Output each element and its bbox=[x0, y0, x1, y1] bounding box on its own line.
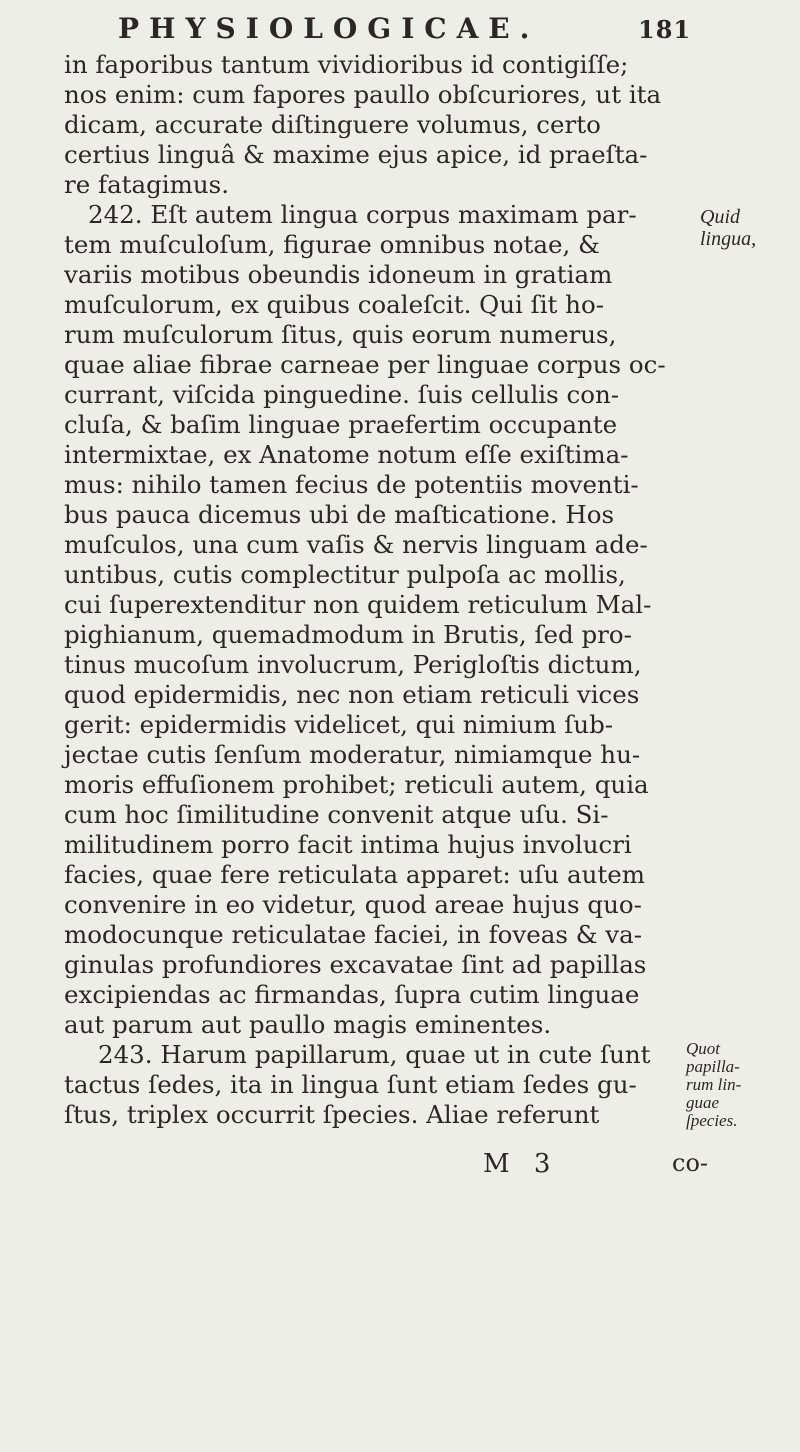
margin-note-line: ſpecies. bbox=[686, 1111, 738, 1130]
margin-note bbox=[700, 206, 756, 250]
margin-note-line: papilla- bbox=[686, 1057, 740, 1076]
text-line: tactus ſedes, ita in lingua ſunt etiam ſedes gu- bbox=[64, 1070, 637, 1099]
text-line: tinus mucoſum involucrum, Perigloſtis dictum, bbox=[64, 650, 642, 679]
margin-note-line: rum lin- bbox=[686, 1075, 742, 1094]
margin-note-line: Quot bbox=[686, 1039, 720, 1058]
margin-note-line: guae bbox=[686, 1093, 720, 1112]
margin-note-line: lingua, bbox=[700, 228, 757, 250]
text-line: currant, viſcida pinguedine. ſuis cellulis con- bbox=[64, 380, 620, 409]
text-line: certius linguâ & maxime ejus apice, id praeſta- bbox=[64, 140, 648, 169]
text-line: quae aliae fibrae carneae per linguae corpus oc- bbox=[64, 350, 666, 379]
text-line: gerit: epidermidis videlicet, qui nimium ſub- bbox=[64, 710, 614, 739]
text-line: nos enim: cum fapores paullo obſcuriores, ut ita bbox=[64, 80, 662, 109]
text-line: quod epidermidis, nec non etiam reticuli vices bbox=[64, 680, 640, 709]
running-header bbox=[118, 12, 718, 48]
text-line: pighianum, quemadmodum in Brutis, ſed pro- bbox=[64, 620, 632, 649]
text-line: cui ſuperextenditur non quidem reticulum Mal- bbox=[64, 590, 652, 619]
text-line: muſculos, una cum vaſis & nervis linguam ade- bbox=[64, 530, 648, 559]
text-line: mus: nihilo tamen fecius de potentiis moventi- bbox=[64, 470, 639, 499]
text-line: jectae cutis ſenſum moderatur, nimiamque hu- bbox=[64, 740, 641, 769]
text-line: convenire in eo videtur, quod areae hujus quo- bbox=[64, 890, 642, 919]
text-line: intermixtae, ex Anatome notum eſſe exiſtima- bbox=[64, 440, 629, 469]
margin-note bbox=[686, 1040, 741, 1130]
text-line: militudinem porro facit intima hujus involucri bbox=[64, 830, 632, 859]
text-line: untibus, cutis complectitur pulpoſa ac mollis, bbox=[64, 560, 626, 589]
running-title: PHYSIOLOGICAE. bbox=[118, 12, 540, 45]
text-line: ſtus, triplex occurrit ſpecies. Aliae referunt bbox=[64, 1100, 600, 1129]
text-line: muſculorum, ex quibus coaleſcit. Qui ſit ho- bbox=[64, 290, 604, 319]
text-line: moris effuſionem prohibet; reticuli autem, quia bbox=[64, 770, 649, 799]
text-line: rum muſculorum ſitus, quis eorum numerus, bbox=[64, 320, 617, 349]
text-line: in faporibus tantum vividioribus id contigiſſe; bbox=[64, 50, 629, 79]
text-line: variis motibus obeundis idoneum in gratiam bbox=[64, 260, 613, 289]
text-line: tem muſculoſum, figurae omnibus notae, & bbox=[64, 230, 600, 259]
page-number: 181 bbox=[638, 15, 692, 44]
text-line: excipiendas ac firmandas, ſupra cutim linguae bbox=[64, 980, 640, 1009]
text-line: 242. Eſt autem lingua corpus maximam par- bbox=[88, 200, 637, 229]
catchword: co- bbox=[672, 1149, 708, 1177]
text-line: cum hoc ſimilitudine convenit atque uſu. Si- bbox=[64, 800, 609, 829]
text-line: re fatagimus. bbox=[64, 170, 230, 199]
text-line: 243. Harum papillarum, quae ut in cute ſunt bbox=[98, 1040, 651, 1069]
text-line: aut parum aut paullo magis eminentes. bbox=[64, 1010, 552, 1039]
text-line: cluſa, & baſim linguae praefertim occupante bbox=[64, 410, 618, 439]
text-line: facies, quae fere reticulata apparet: uſu autem bbox=[64, 860, 645, 889]
signature-mark: M 3 bbox=[483, 1149, 559, 1179]
text-line: modocunque reticulatae faciei, in foveas & va- bbox=[64, 920, 643, 949]
text-line: ginulas profundiores excavatae ſint ad papillas bbox=[64, 950, 647, 979]
text-line: dicam, accurate diſtinguere volumus, certo bbox=[64, 110, 601, 139]
margin-note-line: Quid bbox=[700, 206, 740, 228]
text-line: bus pauca dicemus ubi de maſticatione. Hos bbox=[64, 500, 615, 529]
